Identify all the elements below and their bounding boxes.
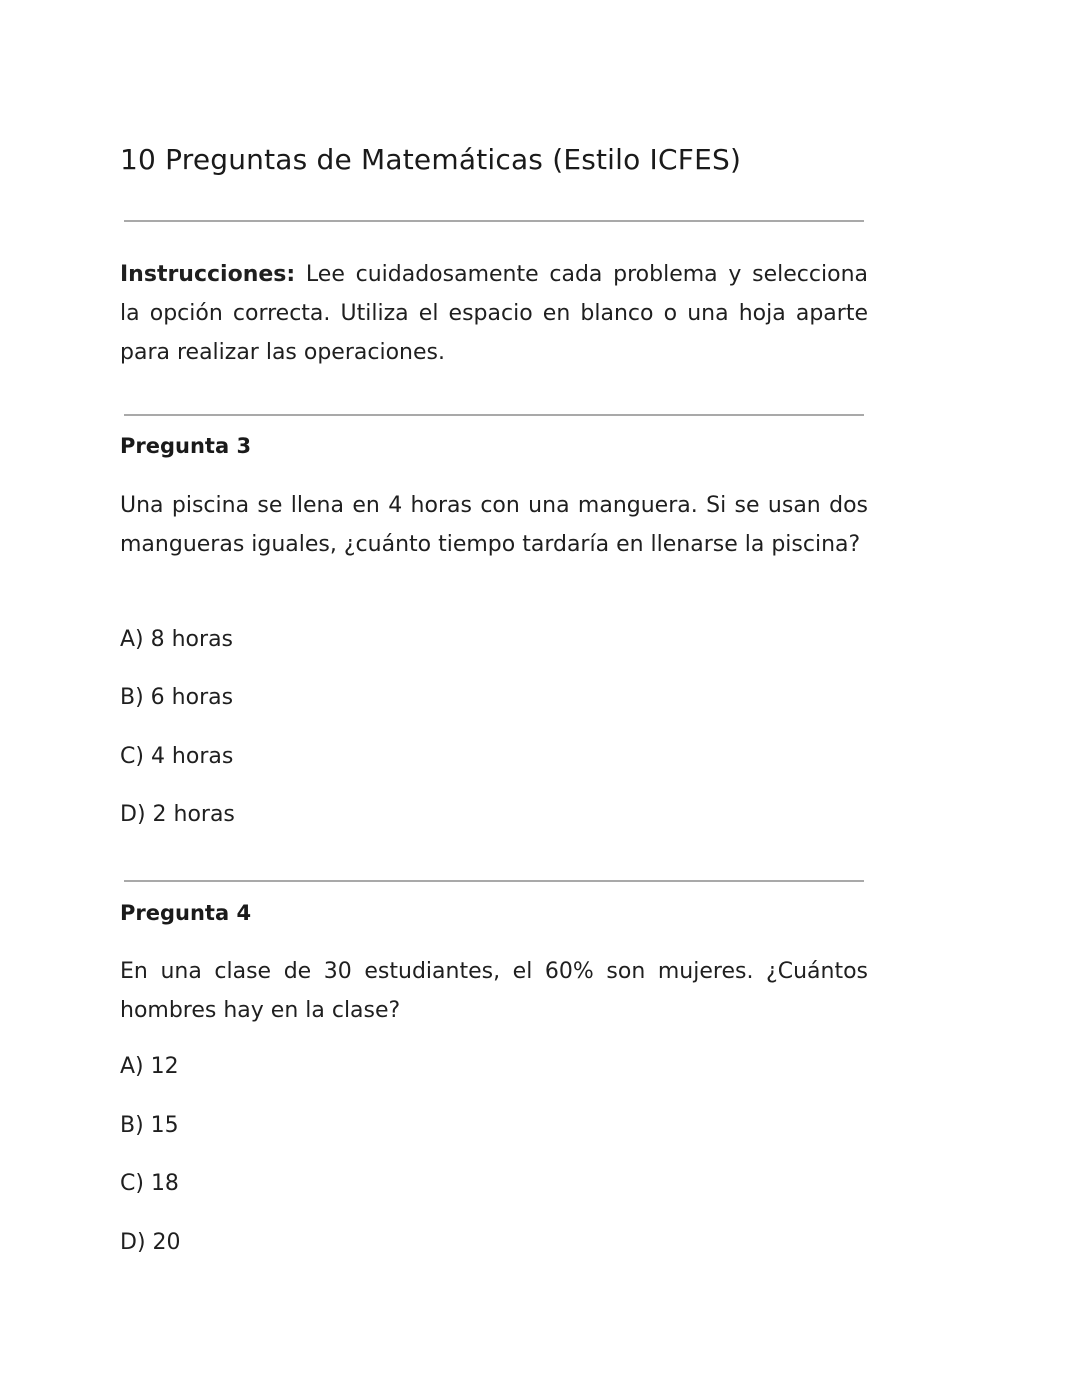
question-text: Una piscina se llena en 4 horas con una manguera. Si se usan dos mangueras iguales, ¿cuánto tiempo tardaría en llenarse la piscina? xyxy=(120,493,868,557)
question-label: Pregunta 4 xyxy=(120,901,252,925)
horizontal-divider xyxy=(124,414,864,416)
answer-option: B) 6 horas xyxy=(120,685,234,710)
answer-option: D) 2 horas xyxy=(120,802,235,827)
horizontal-divider xyxy=(124,880,864,882)
instructions-paragraph xyxy=(120,255,868,372)
answer-option: C) 18 xyxy=(120,1171,179,1196)
instructions-label: Instrucciones: xyxy=(120,262,296,287)
question-label: Pregunta 3 xyxy=(120,434,252,458)
answer-option: D) 20 xyxy=(120,1230,181,1255)
answer-option: A) 12 xyxy=(120,1054,179,1079)
instructions-text: Lee cuidadosamente cada problema y selecciona la opción correcta. Utiliza el espacio en blanco o una hoja aparte para realizar las operaciones. xyxy=(120,262,868,365)
answer-option: C) 4 horas xyxy=(120,744,234,769)
page-title: 10 Preguntas de Matemáticas (Estilo ICFES) xyxy=(120,143,742,176)
answer-option: A) 8 horas xyxy=(120,627,234,652)
answer-option: B) 15 xyxy=(120,1113,179,1138)
question-text: En una clase de 30 estudiantes, el 60% son mujeres. ¿Cuántos hombres hay en la clase? xyxy=(120,959,868,1023)
horizontal-divider xyxy=(124,220,864,222)
